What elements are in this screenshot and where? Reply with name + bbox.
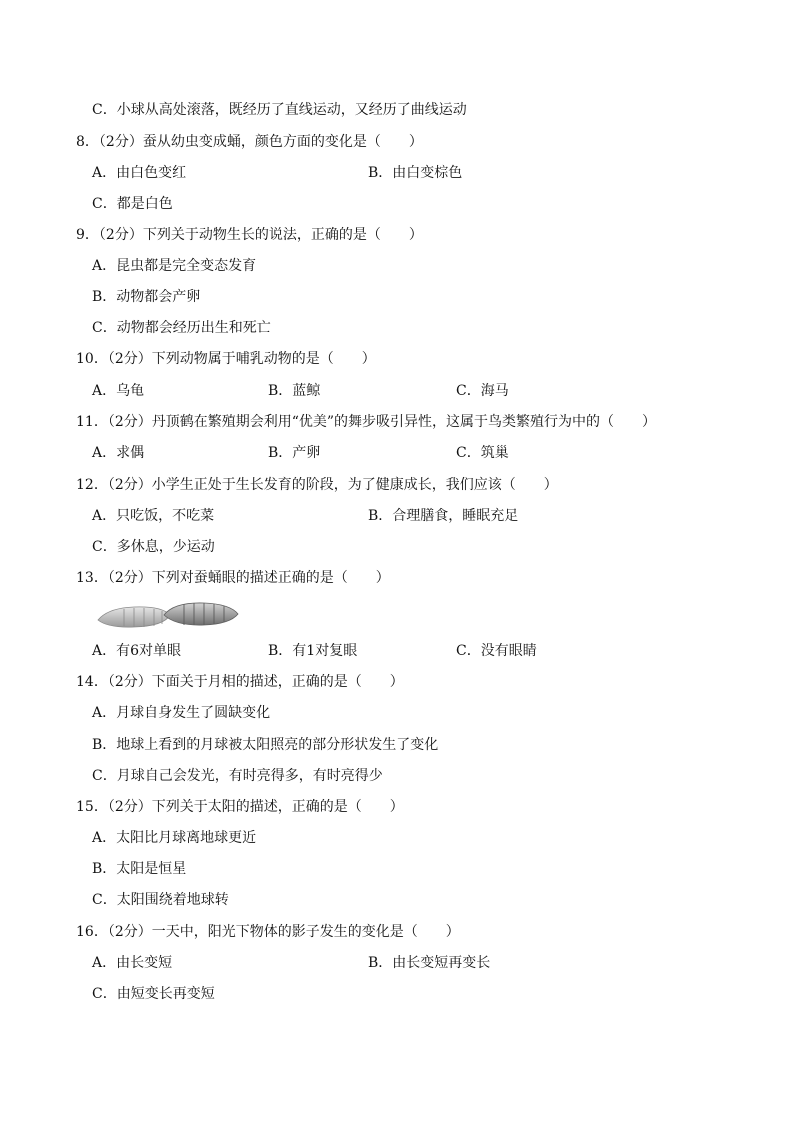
question-16: 16．（2分）一天中，阳光下物体的影子发生的变化是（ ）	[76, 924, 460, 940]
q15-option-a: A．太阳比月球离地球更近	[92, 830, 257, 846]
question-15: 15．（2分）下列关于太阳的描述，正确的是（ ）	[76, 799, 404, 815]
q13-option-c: C．没有眼睛	[456, 643, 537, 659]
q10-option-c: C．海马	[456, 383, 509, 399]
q14-option-c: C．月球自己会发光，有时亮得多，有时亮得少	[92, 768, 383, 784]
question-12: 12．（2分）小学生正处于生长发育的阶段，为了健康成长，我们应该（ ）	[76, 477, 558, 493]
question-8: 8．（2分）蚕从幼虫变成蛹，颜色方面的变化是（ ）	[76, 134, 423, 150]
silkworm-pupa-image	[94, 598, 242, 630]
q10-option-a: A．乌龟	[92, 383, 145, 399]
q9-option-c: C．动物都会经历出生和死亡	[92, 320, 271, 336]
q12-option-b: B．合理膳食，睡眠充足	[368, 508, 519, 524]
q12-option-c: C．多休息，少运动	[92, 539, 215, 555]
q8-option-b: B．由白变棕色	[368, 165, 463, 181]
q8-option-c: C．都是白色	[92, 196, 173, 212]
q14-option-b: B．地球上看到的月球被太阳照亮的部分形状发生了变化	[92, 737, 439, 753]
q15-option-b: B．太阳是恒星	[92, 861, 187, 877]
q12-option-a: A．只吃饭，不吃菜	[92, 508, 215, 524]
q15-option-c: C．太阳围绕着地球转	[92, 892, 229, 908]
question-9: 9．（2分）下列关于动物生长的说法，正确的是（ ）	[76, 227, 423, 243]
question-14: 14．（2分）下面关于月相的描述，正确的是（ ）	[76, 674, 404, 690]
q16-option-a: A．由长变短	[92, 955, 173, 971]
q14-option-a: A．月球自身发生了圆缺变化	[92, 705, 271, 721]
q11-option-b: B．产卵	[268, 445, 321, 461]
q9-option-a: A．昆虫都是完全变态发育	[92, 258, 257, 274]
q9-option-b: B．动物都会产卵	[92, 289, 201, 305]
q16-option-b: B．由长变短再变长	[368, 955, 491, 971]
question-13: 13．（2分）下列对蚕蛹眼的描述正确的是（ ）	[76, 570, 390, 586]
q13-option-b: B．有1对复眼	[268, 643, 358, 659]
question-11: 11．（2分）丹顶鹤在繁殖期会利用“优美”的舞步吸引异性，这属于鸟类繁殖行为中的（ ）	[76, 414, 657, 430]
q11-option-a: A．求偶	[92, 445, 145, 461]
q11-option-c: C．筑巢	[456, 445, 509, 461]
q13-option-a: A．有6对单眼	[92, 643, 182, 659]
q10-option-b: B．蓝鲸	[268, 383, 321, 399]
option-c-q7: C．小球从高处滚落，既经历了直线运动，又经历了曲线运动	[92, 102, 467, 118]
question-10: 10．（2分）下列动物属于哺乳动物的是（ ）	[76, 351, 376, 367]
q8-option-a: A．由白色变红	[92, 165, 187, 181]
q16-option-c: C．由短变长再变短	[92, 986, 215, 1002]
